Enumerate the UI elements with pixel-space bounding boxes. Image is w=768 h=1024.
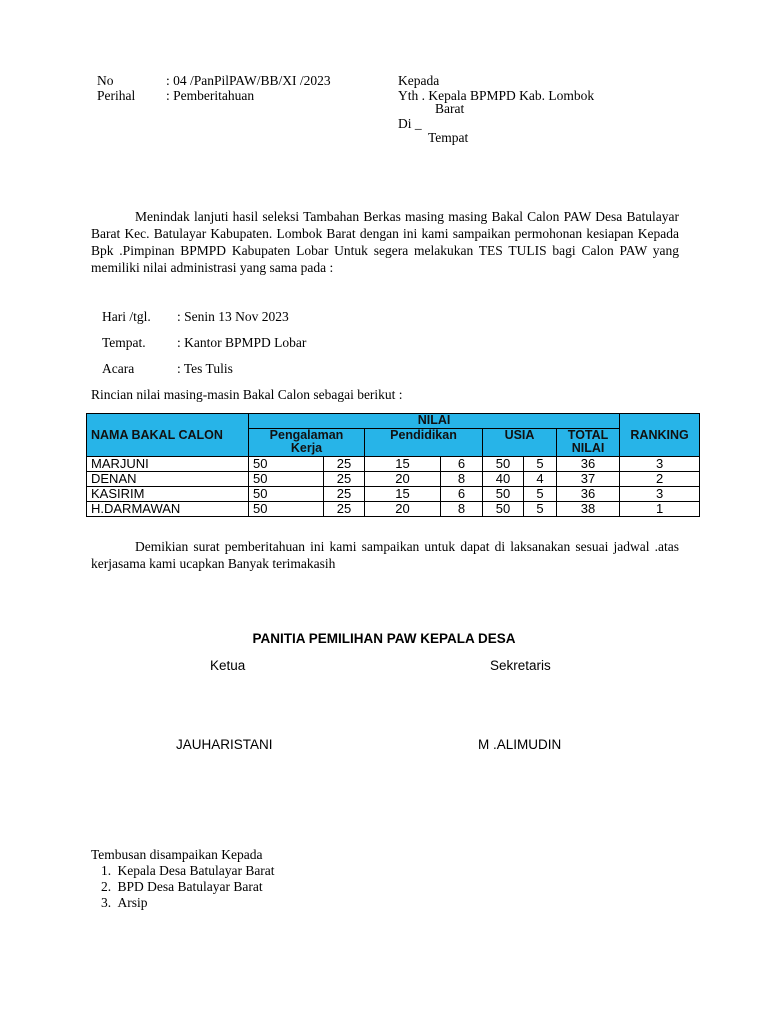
education-max: 15 [365, 457, 441, 472]
age-max: 50 [483, 502, 524, 517]
age-score: 5 [524, 502, 557, 517]
age-max: 50 [483, 487, 524, 502]
cc-item-number: 2. [101, 879, 112, 894]
total-score: 36 [557, 487, 620, 502]
total-score: 38 [557, 502, 620, 517]
closing-paragraph-text: Demikian surat pemberitahuan ini kami sampaikan untuk dapat di laksanakan sesuai jadwal .atas kerjasama kami ucapkan Banyak terimakasih [91, 539, 679, 571]
recipient-di: Di _ [398, 116, 422, 131]
age-score: 4 [524, 472, 557, 487]
experience-score: 25 [324, 457, 365, 472]
ranking: 3 [620, 457, 700, 472]
candidate-name: KASIRIM [87, 487, 249, 502]
cc-title: Tembusan disampaikan Kepada [91, 847, 263, 862]
experience-score: 25 [324, 502, 365, 517]
experience-score: 25 [324, 487, 365, 502]
committee-title: PANITIA PEMILIHAN PAW KEPALA DESA [252, 631, 516, 646]
table-row [87, 457, 700, 472]
cc-item-number: 1. [101, 863, 112, 878]
schedule-place-value: : Kantor BPMPD Lobar [177, 335, 307, 350]
candidate-name: DENAN [87, 472, 249, 487]
candidate-score-table [86, 413, 700, 517]
list-item [101, 863, 275, 879]
experience-max: 50 [249, 502, 324, 517]
schedule-place-label: Tempat. [102, 335, 146, 350]
closing-paragraph [91, 538, 679, 572]
experience-max: 50 [249, 487, 324, 502]
candidate-name: MARJUNI [87, 457, 249, 472]
experience-score: 25 [324, 472, 365, 487]
secretary-role: Sekretaris [490, 658, 551, 673]
recipient-line-2: Barat [435, 101, 465, 116]
table-row [87, 502, 700, 517]
header-age: USIA [483, 429, 557, 457]
education-max: 15 [365, 487, 441, 502]
subject-label: Perihal [97, 88, 136, 103]
letter-number-label: No [97, 73, 114, 88]
cc-item-text: Arsip [117, 895, 148, 910]
schedule-event-label: Acara [102, 361, 135, 376]
total-score: 36 [557, 457, 620, 472]
letter-number-value: : 04 /PanPilPAW/BB/XI /2023 [166, 73, 331, 88]
education-score: 6 [441, 487, 483, 502]
table-row [87, 472, 700, 487]
opening-paragraph-text: Menindak lanjuti hasil seleksi Tambahan Berkas masing masing Bakal Calon PAW Desa Batulayar Barat Kec. Batulayar Kabupaten. Lombok Barat dengan ini kami sampaikan permohonan kesiapan Kepada Bpk .Pimpinan BPMPD Kabupaten Lobar Untuk segera melakukan TES TULIS bagi Calon PAW yang memiliki nilai administrasi yang sama pada : [91, 209, 679, 275]
schedule-day-value: : Senin 13 Nov 2023 [177, 309, 289, 324]
ranking: 3 [620, 487, 700, 502]
ranking: 1 [620, 502, 700, 517]
education-max: 20 [365, 502, 441, 517]
education-score: 8 [441, 502, 483, 517]
chairman-name: JAUHARISTANI [176, 737, 273, 752]
age-score: 5 [524, 487, 557, 502]
cc-item-text: BPD Desa Batulayar Barat [117, 879, 263, 894]
education-score: 6 [441, 457, 483, 472]
education-max: 20 [365, 472, 441, 487]
cc-item-number: 3. [101, 895, 112, 910]
list-item [101, 879, 275, 895]
education-score: 8 [441, 472, 483, 487]
experience-max: 50 [249, 472, 324, 487]
table-row [87, 487, 700, 502]
recipient-kepada: Kepada [398, 73, 440, 88]
secretary-name: M .ALIMUDIN [478, 737, 562, 752]
schedule-event-value: : Tes Tulis [177, 361, 233, 376]
header-candidate-name: NAMA BAKAL CALON [87, 414, 249, 457]
age-max: 50 [483, 457, 524, 472]
header-work-experience: Pengalaman Kerja [249, 429, 365, 457]
experience-max: 50 [249, 457, 324, 472]
cc-item-text: Kepala Desa Batulayar Barat [117, 863, 275, 878]
header-ranking: RANKING [620, 414, 700, 457]
header-education: Pendidikan [365, 429, 483, 457]
list-item [101, 895, 275, 911]
recipient-line-1: Yth . Kepala BPMPD Kab. Lombok [398, 88, 595, 103]
opening-paragraph [91, 208, 679, 276]
subject-value: : Pemberitahuan [166, 88, 255, 103]
chairman-role: Ketua [210, 658, 246, 673]
age-score: 5 [524, 457, 557, 472]
total-score: 37 [557, 472, 620, 487]
recipient-tempat: Tempat [428, 130, 469, 145]
cc-list [101, 863, 275, 911]
header-total-score: TOTAL NILAI [557, 429, 620, 457]
schedule-day-label: Hari /tgl. [102, 309, 151, 324]
candidate-name: H.DARMAWAN [87, 502, 249, 517]
ranking: 2 [620, 472, 700, 487]
table-intro: Rincian nilai masing-masin Bakal Calon sebagai berikut : [91, 387, 403, 402]
header-score-group: NILAI [249, 414, 620, 429]
age-max: 40 [483, 472, 524, 487]
